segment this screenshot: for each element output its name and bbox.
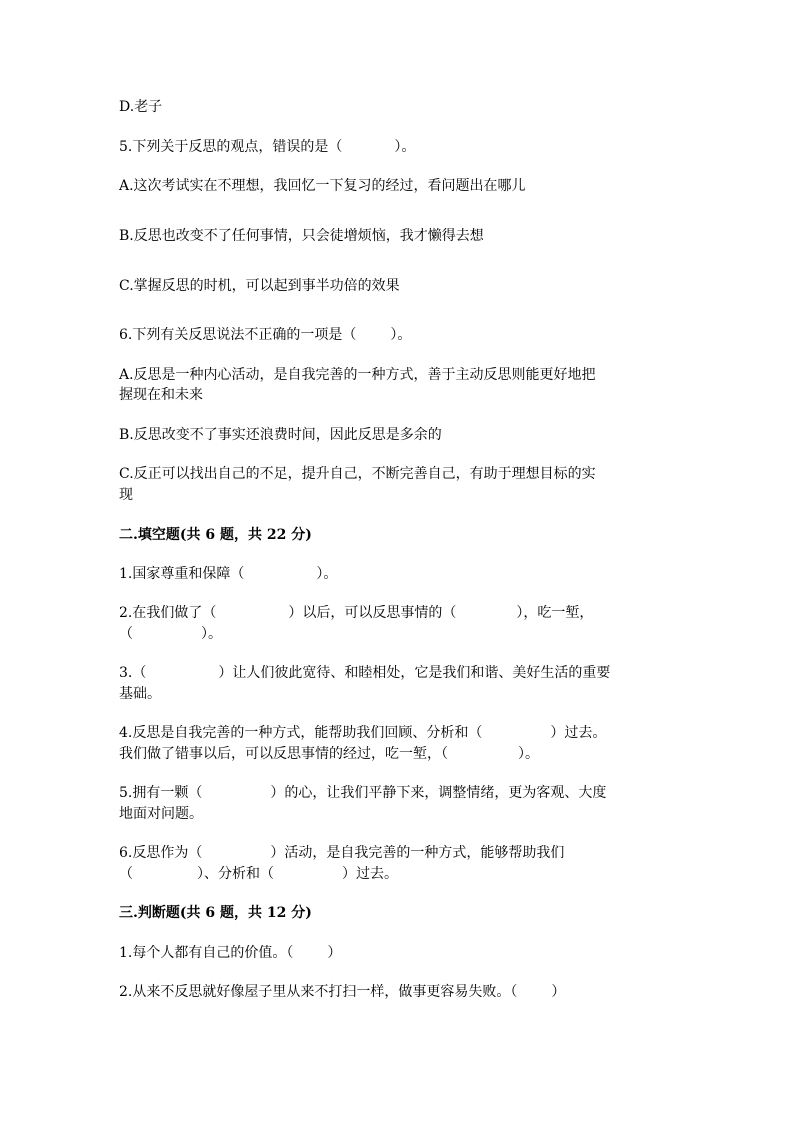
- judge-q1-end: ）: [327, 945, 342, 961]
- fill-q5-line1: [119, 783, 679, 804]
- section3-title: 三.判断题(共 6 题，共 12 分): [119, 905, 312, 921]
- judge-q1-text: 1.每个人都有自己的价值。（: [119, 945, 294, 961]
- fill-q5-text-a: 5.拥有一颗（: [119, 785, 203, 801]
- fill-q4-line2: [119, 744, 679, 765]
- fill-q6-text-d: ）、分析和（: [197, 866, 274, 882]
- fill-q1-text: 1.国家尊重和保障（: [119, 566, 245, 582]
- fill-q6-line2: [119, 864, 679, 885]
- q6-option-c-line1: C.反正可以找出自己的不足，提升自己，不断完善自己，有助于理想目标的实: [119, 466, 596, 482]
- fill-q6-line1: [119, 843, 679, 864]
- judge-q2-text: 2.从来不反思就好像屋子里从来不打扫一样，做事更容易失败。（: [119, 984, 518, 1000]
- q6-option-a-line2: 握现在和未来: [119, 387, 203, 403]
- fill-q2-text-a: 2.在我们做了（: [119, 605, 217, 621]
- judge-q2-end: ）: [551, 984, 566, 1000]
- q4-option-d: D.老子: [119, 99, 163, 115]
- q5-option-b: B.反思也改变不了任何事情，只会徒增烦恼，我才懒得去想: [119, 228, 484, 244]
- fill-q4-text-c: 我们做了错事以后，可以反思事情的经过，吃一堑，（: [119, 746, 448, 762]
- q6-option-a-line1: A.反思是一种内心活动，是自我完善的一种方式，善于主动反思则能更好地把: [119, 367, 596, 383]
- fill-q4-text-b: ）过去。: [550, 725, 607, 741]
- fill-q3-text-a: 3.（: [119, 665, 147, 681]
- fill-q2-line2: [119, 624, 679, 645]
- fill-q1: [119, 564, 679, 585]
- fill-q5-text-b: ）的心，让我们平静下来，调整情绪，更为客观、大度: [270, 785, 607, 801]
- fill-q4-line1: [119, 723, 679, 744]
- fill-q2-line1: [119, 603, 679, 624]
- q5-stem-text: 5.下列关于反思的观点，错误的是（: [119, 139, 343, 155]
- fill-q6-text-c: （: [119, 866, 133, 882]
- fill-q3-line1: [119, 663, 679, 684]
- fill-q6-text-e: ）过去。: [342, 866, 398, 882]
- fill-q5-line2: 地面对问题。: [119, 806, 203, 822]
- q6-stem-text: 6.下列有关反思说法不正确的一项是（: [119, 327, 357, 343]
- fill-q4-text-d: ）。: [518, 746, 539, 762]
- section2-title: 二.填空题(共 6 题，共 22 分): [119, 527, 312, 543]
- fill-q4-text-a: 4.反思是自我完善的一种方式，能帮助我们回顾、分析和（: [119, 725, 483, 741]
- fill-q2-text-d: （: [119, 626, 133, 642]
- q5-option-a: A.这次考试实在不理想，我回忆一下复习的经过，看问题出在哪儿: [119, 178, 526, 194]
- fill-q2-text-b: ）以后，可以反思事情的（: [288, 605, 457, 621]
- fill-q6-text-a: 6.反思作为（: [119, 845, 203, 861]
- q6-stem: [119, 325, 679, 346]
- fill-q1-end: ）。: [316, 566, 338, 582]
- fill-q3-line2: 基础。: [119, 686, 161, 702]
- q6-stem-end: ）。: [390, 327, 412, 343]
- fill-q6-text-b: ）活动，是自我完善的一种方式，能够帮助我们: [270, 845, 565, 861]
- q5-option-c: C.掌握反思的时机，可以起到事半功倍的效果: [119, 278, 400, 294]
- q5-stem-end: ）。: [394, 139, 416, 155]
- fill-q3-text-b: ）让人们彼此宽待、和睦相处，它是我们和谐、美好生活的重要: [218, 665, 611, 681]
- q6-option-c-line2: 现: [119, 487, 133, 503]
- judge-q2: [119, 982, 679, 1003]
- q5-stem: [119, 137, 679, 158]
- fill-q2-text-e: ）。: [201, 626, 222, 642]
- fill-q2-text-c: ），吃一堑，: [516, 605, 594, 621]
- judge-q1: [119, 943, 679, 964]
- q6-option-b: B.反思改变不了事实还浪费时间，因此反思是多余的: [119, 427, 442, 443]
